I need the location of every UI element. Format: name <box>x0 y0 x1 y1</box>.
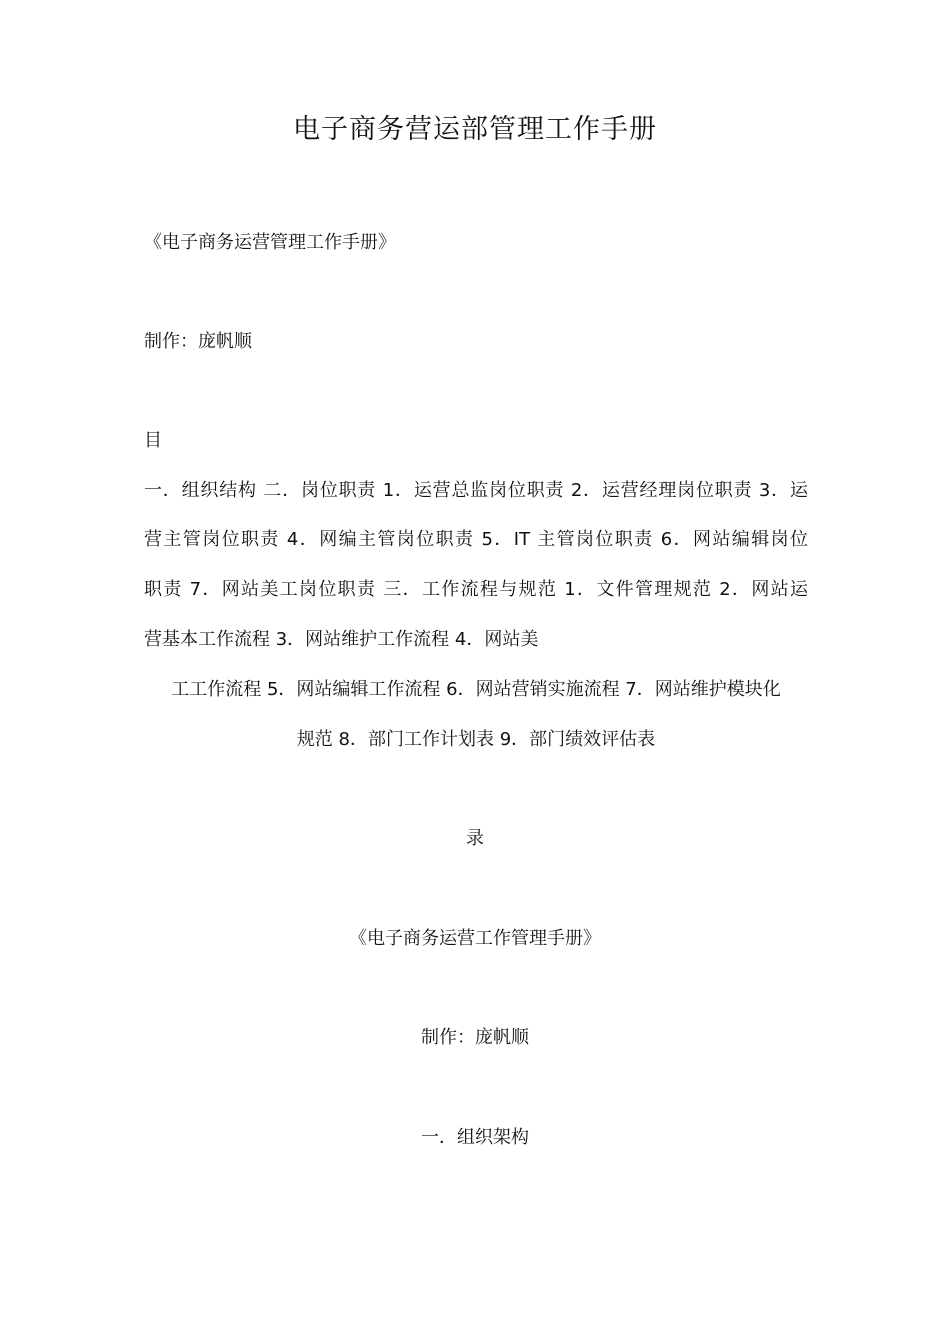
toc-line: 一．组织结构 二．岗位职责 1．运营总监岗位职责 2．运营经理岗位职责 3．运 <box>144 480 808 501</box>
toc-line: 规范 8．部门工作计划表 9．部门绩效评估表 <box>296 729 656 750</box>
author-line: 制作：庞帆顺 <box>144 331 252 352</box>
document-title: 电子商务营运部管理工作手册 <box>293 114 657 145</box>
author-line-secondary: 制作：庞帆顺 <box>421 1027 529 1048</box>
toc-line: 工工作流程 5．网站编辑工作流程 6．网站营销实施流程 7．网站维护模块化 <box>171 679 781 700</box>
toc-line: 职责 7．网站美工岗位职责 三．工作流程与规范 1．文件管理规范 2．网站运 <box>144 579 808 600</box>
toc-line: 营主管岗位职责 4．网编主管岗位职责 5．IT 主管岗位职责 6．网站编辑岗位 <box>144 529 808 550</box>
toc-line: 营基本工作流程 3．网站维护工作流程 4．网站美 <box>144 629 539 650</box>
toc-heading: 目 <box>144 430 162 451</box>
manual-subtitle-secondary: 《电子商务运营工作管理手册》 <box>349 928 601 949</box>
manual-subtitle: 《电子商务运营管理工作手册》 <box>144 232 396 253</box>
section-heading: 一．组织架构 <box>421 1127 529 1148</box>
toc-end-char: 录 <box>466 828 484 849</box>
